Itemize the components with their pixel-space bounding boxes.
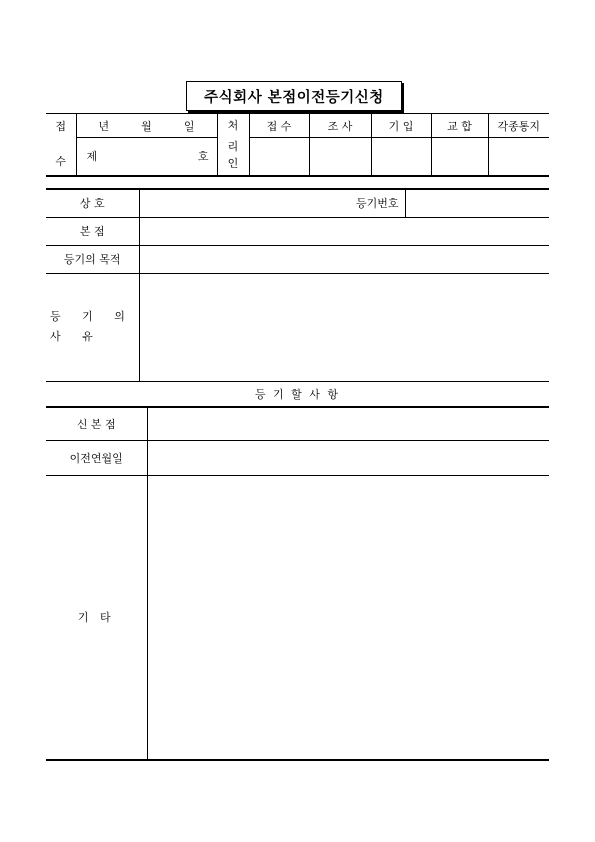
number-prefix: 제: [86, 150, 98, 164]
processing-label-cell: [217, 114, 249, 176]
stamp-notice-cell[interactable]: [488, 138, 549, 176]
col-header-review: 조 사: [309, 114, 371, 138]
reason-label: 등 기 의 사 유: [46, 273, 139, 381]
registration-info-table: [46, 188, 549, 408]
col-header-collation: 교 합: [431, 114, 488, 138]
date-day-label: 일: [183, 119, 195, 133]
reg-number-label: 등기번호: [334, 189, 405, 217]
receipt-number-cell[interactable]: [76, 138, 217, 176]
stamp-receipt-cell[interactable]: [249, 138, 309, 176]
move-date-label: 이전연월일: [46, 441, 147, 476]
receipt-label-bottom: 수: [55, 155, 67, 169]
registration-matters-table: [46, 406, 549, 761]
date-year-label: 년: [98, 119, 110, 133]
processing-label-1: 처: [227, 118, 239, 132]
move-date-field[interactable]: [147, 441, 549, 476]
trade-name-label: 상 호: [46, 189, 139, 217]
stamp-review-cell[interactable]: [309, 138, 371, 176]
number-suffix: 호: [197, 150, 209, 164]
reg-number-field[interactable]: [405, 189, 549, 217]
new-office-label: 신 본 점: [46, 407, 147, 441]
matters-header: 등 기 할 사 항: [46, 381, 549, 407]
date-month-label: 월: [141, 119, 152, 133]
stamp-entry-cell[interactable]: [371, 138, 431, 176]
form-title: 주식회사 본점이전등기신청: [186, 81, 402, 111]
head-office-field[interactable]: [139, 217, 549, 245]
col-header-receipt: 접 수: [249, 114, 309, 138]
receipt-table: [46, 113, 549, 177]
receipt-date-cell[interactable]: [76, 114, 217, 138]
purpose-field[interactable]: [139, 245, 549, 273]
receipt-label-cell: [46, 114, 76, 176]
receipt-label-top: 접: [55, 120, 67, 134]
new-office-field[interactable]: [147, 407, 549, 441]
other-label: 기 타: [46, 476, 147, 760]
head-office-label: 본 점: [46, 217, 139, 245]
col-header-notice: 각종통지: [488, 114, 549, 138]
col-header-entry: 기 입: [371, 114, 431, 138]
other-field[interactable]: [147, 476, 549, 760]
trade-name-field[interactable]: [139, 189, 334, 217]
stamp-collation-cell[interactable]: [431, 138, 488, 176]
processing-label-2: 리: [227, 139, 239, 153]
reason-field[interactable]: [139, 273, 549, 381]
purpose-label: 등기의 목적: [46, 245, 139, 273]
processing-label-3: 인: [227, 156, 239, 170]
